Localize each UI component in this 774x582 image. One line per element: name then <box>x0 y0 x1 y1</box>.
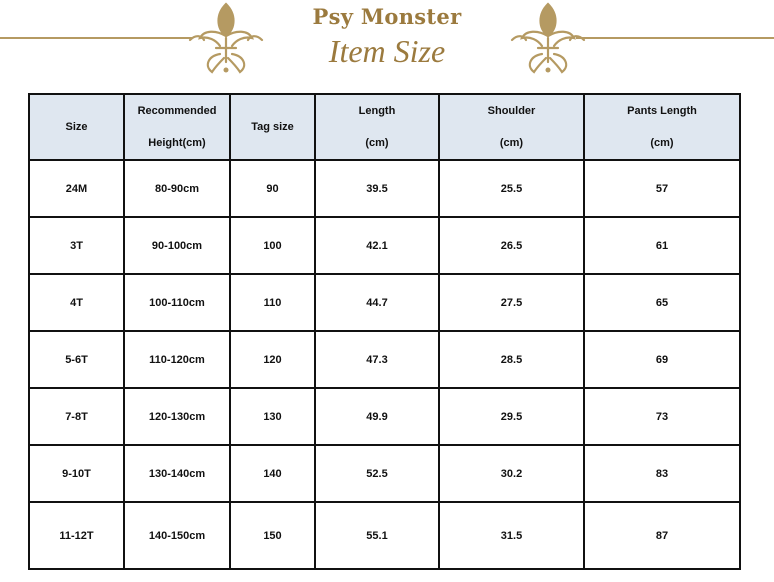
table-cell-length: 52.5 <box>315 445 439 502</box>
table-row <box>29 502 740 569</box>
table-cell-pants-length: 87 <box>584 502 740 569</box>
page-title: Item Size <box>328 33 446 69</box>
table-cell-size: 9-10T <box>29 445 124 502</box>
table-cell-size: 7-8T <box>29 388 124 445</box>
table-cell-height: 130-140cm <box>124 445 230 502</box>
page-header <box>0 0 774 90</box>
table-cell-size: 3T <box>29 217 124 274</box>
table-cell-shoulder: 29.5 <box>439 388 584 445</box>
table-cell-pants-length: 69 <box>584 331 740 388</box>
table-cell-pants-length: 65 <box>584 274 740 331</box>
table-cell-pants-length: 83 <box>584 445 740 502</box>
table-row <box>29 160 740 217</box>
table-cell-shoulder: 30.2 <box>439 445 584 502</box>
column-header-line: Recommended <box>137 105 217 117</box>
column-header-size <box>29 94 124 160</box>
table-row <box>29 445 740 502</box>
table-cell-tag-size: 100 <box>230 217 315 274</box>
column-header-line: Tag size <box>251 121 294 133</box>
table-cell-height: 110-120cm <box>124 331 230 388</box>
table-cell-shoulder: 26.5 <box>439 217 584 274</box>
column-header-line: Height(cm) <box>148 137 206 149</box>
table-cell-length: 42.1 <box>315 217 439 274</box>
column-header-recommended-height <box>124 94 230 160</box>
table-cell-tag-size: 150 <box>230 502 315 569</box>
table-cell-length: 55.1 <box>315 502 439 569</box>
table-row <box>29 331 740 388</box>
table-cell-length: 49.9 <box>315 388 439 445</box>
column-header-shoulder <box>439 94 584 160</box>
column-header-line: Shoulder <box>487 105 536 117</box>
size-chart-table <box>28 93 741 570</box>
column-header-line: (cm) <box>650 137 674 149</box>
table-cell-height: 100-110cm <box>124 274 230 331</box>
table-cell-pants-length: 57 <box>584 160 740 217</box>
table-cell-pants-length: 61 <box>584 217 740 274</box>
table-row <box>29 388 740 445</box>
column-header-line: Pants Length <box>627 105 697 117</box>
table-cell-height: 80-90cm <box>124 160 230 217</box>
column-header-line: Size <box>65 121 88 133</box>
table-cell-tag-size: 90 <box>230 160 315 217</box>
table-cell-length: 44.7 <box>315 274 439 331</box>
table-cell-height: 90-100cm <box>124 217 230 274</box>
table-cell-length: 39.5 <box>315 160 439 217</box>
column-header-pants-length <box>584 94 740 160</box>
table-cell-size: 4T <box>29 274 124 331</box>
table-cell-size: 11-12T <box>29 502 124 569</box>
table-header-row <box>29 94 740 160</box>
table-cell-tag-size: 130 <box>230 388 315 445</box>
table-cell-height: 140-150cm <box>124 502 230 569</box>
column-header-line: Length <box>358 105 396 117</box>
table-cell-tag-size: 120 <box>230 331 315 388</box>
table-cell-size: 5-6T <box>29 331 124 388</box>
table-cell-length: 47.3 <box>315 331 439 388</box>
table-cell-size: 24M <box>29 160 124 217</box>
table-cell-height: 120-130cm <box>124 388 230 445</box>
brand-name: Psy Monster <box>312 4 462 29</box>
table-cell-shoulder: 31.5 <box>439 502 584 569</box>
column-header-tag-size <box>230 94 315 160</box>
table-row <box>29 274 740 331</box>
column-header-length <box>315 94 439 160</box>
table-cell-shoulder: 27.5 <box>439 274 584 331</box>
table-cell-shoulder: 25.5 <box>439 160 584 217</box>
table-cell-tag-size: 110 <box>230 274 315 331</box>
column-header-line: (cm) <box>365 137 389 149</box>
table-cell-tag-size: 140 <box>230 445 315 502</box>
table-row <box>29 217 740 274</box>
column-header-line: (cm) <box>499 137 524 149</box>
table-cell-pants-length: 73 <box>584 388 740 445</box>
table-cell-shoulder: 28.5 <box>439 331 584 388</box>
